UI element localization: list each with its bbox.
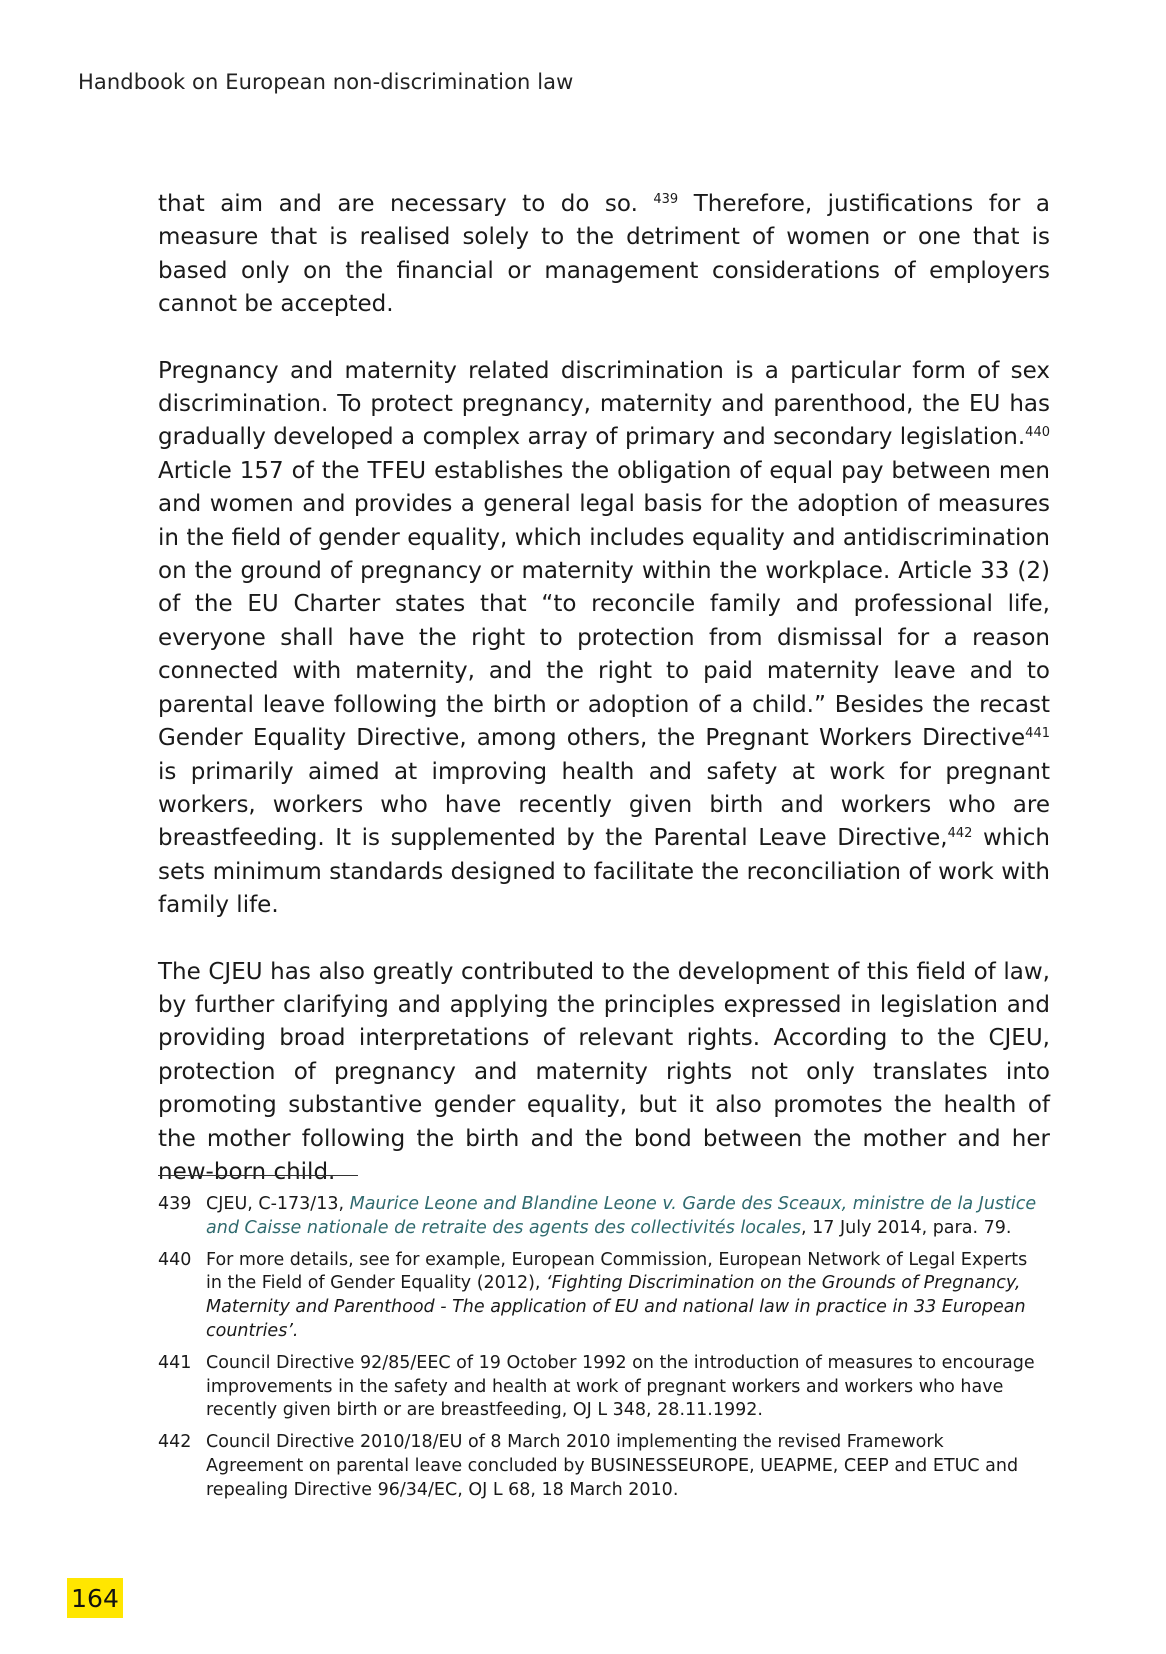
paragraph-2-text-d: which sets minimum standards designed to facilitate the reconciliation of work with family life. [158, 825, 1050, 919]
footnote-441 [158, 1352, 1038, 1423]
footnote-442 [158, 1431, 1038, 1502]
footnote-ref-441[interactable]: 441 [1025, 726, 1050, 742]
footnote-ref-439[interactable]: 439 [653, 192, 679, 207]
footnotes [158, 1193, 1038, 1511]
footnote-number: 439 [158, 1194, 192, 1214]
footnote-text: Council Directive 2010/18/EU of 8 March 2010 implementing the revised Framework Agreement on parental leave concluded by BUSINESSEUROPE, UEAPME, CEEP and ETUC and repealing Directive 96/34/EC, OJ L 68, 18 March 2010. [206, 1432, 1019, 1500]
footnote-439 [158, 1193, 1038, 1241]
footnote-439-prefix: CJEU, C-173/13, [206, 1194, 350, 1214]
footnote-divider [158, 1175, 358, 1176]
body-text [158, 188, 1050, 1222]
running-header: Handbook on European non-discrimination law [78, 70, 574, 94]
paragraph-2-text-b: Article 157 of the TFEU establishes the obligation of equal pay between men and women and provides a general legal basis for the adoption of measures in the field of gender equality, which includes equality and antidiscrimination on the ground of pregnancy or maternity within the workplace. Article 33 (2) of the EU Charter states that “to reconcile family and professional life, everyone shall have the right to protection from dismissal for a reason connected with maternity, and the right to paid maternity leave and to parental leave following the birth or adoption of a child.” Besides the recast Gender Equality Directive, among others, the Pregnant Workers Directive [158, 457, 1050, 752]
footnote-text [206, 1193, 1038, 1241]
paragraph-3: The CJEU has also greatly contributed to the development of this field of law, by further clarifying and applying the principles expressed in legislation and providing broad interpretations of relevant rights. According to the CJEU, protection of pregnancy and maternity rights not only translates into promoting substantive gender equality, but it also promotes the health of the mother following the birth and the bond between the mother and her new-born child. [158, 958, 1050, 1185]
paragraph-2 [158, 355, 1050, 923]
paragraph-2-text-c: is primarily aimed at improving health and safety at work for pregnant workers, workers who have recently given birth and workers who are breastfeeding. It is supplemented by the Parental Leave Directive, [158, 758, 1050, 852]
footnote-text: Council Directive 92/85/EEC of 19 October 1992 on the introduction of measures to encourage improvements in the safety and health at work of pregnant workers and workers who have recently given birth or are breastfeeding, OJ L 348, 28.11.1992. [206, 1352, 1035, 1421]
footnote-440 [158, 1249, 1038, 1344]
paragraph-1-text-b: Therefore, justifications for a measure that is realised solely to the detriment of women or one that is based only on the financial or management considerations of employers cannot be accepted. [158, 191, 1050, 318]
case-link[interactable]: Maurice Leone and Blandine Leone v. Garde des Sceaux, ministre de la Justice and Caisse nationale de retraite des agents des collectivités locales [206, 1194, 1037, 1238]
footnote-ref-440[interactable]: 440 [1025, 425, 1050, 441]
footnote-number: 442 [158, 1432, 192, 1453]
footnote-439-suffix: , 17 July 2014, para. 79. [801, 1217, 1012, 1238]
paragraph-2-text-a: Pregnancy and maternity related discrimination is a particular form of sex discrimination. To protect pregnancy, maternity and parenthood, the EU has gradually developed a complex array of primary and secondary legislation. [158, 357, 1050, 451]
publication-title: ‘Fighting Discrimination on the Grounds of Pregnancy, Maternity and Parenthood - The application of EU and national law in practice in 33 European countries’. [206, 1273, 1026, 1341]
paragraph-1-text-a: that aim and are necessary to do so. [158, 191, 654, 217]
paragraph-1 [158, 188, 1050, 322]
page-number: 164 [67, 1578, 123, 1618]
footnote-number: 441 [158, 1352, 192, 1373]
footnote-text [206, 1249, 1038, 1344]
footnote-440-prefix: For more details, see for example, European Commission, European Network of Legal Experts in the Field of Gender Equality (2012), [206, 1249, 1028, 1294]
footnote-number: 440 [158, 1249, 192, 1270]
footnote-ref-442[interactable]: 442 [947, 826, 973, 842]
